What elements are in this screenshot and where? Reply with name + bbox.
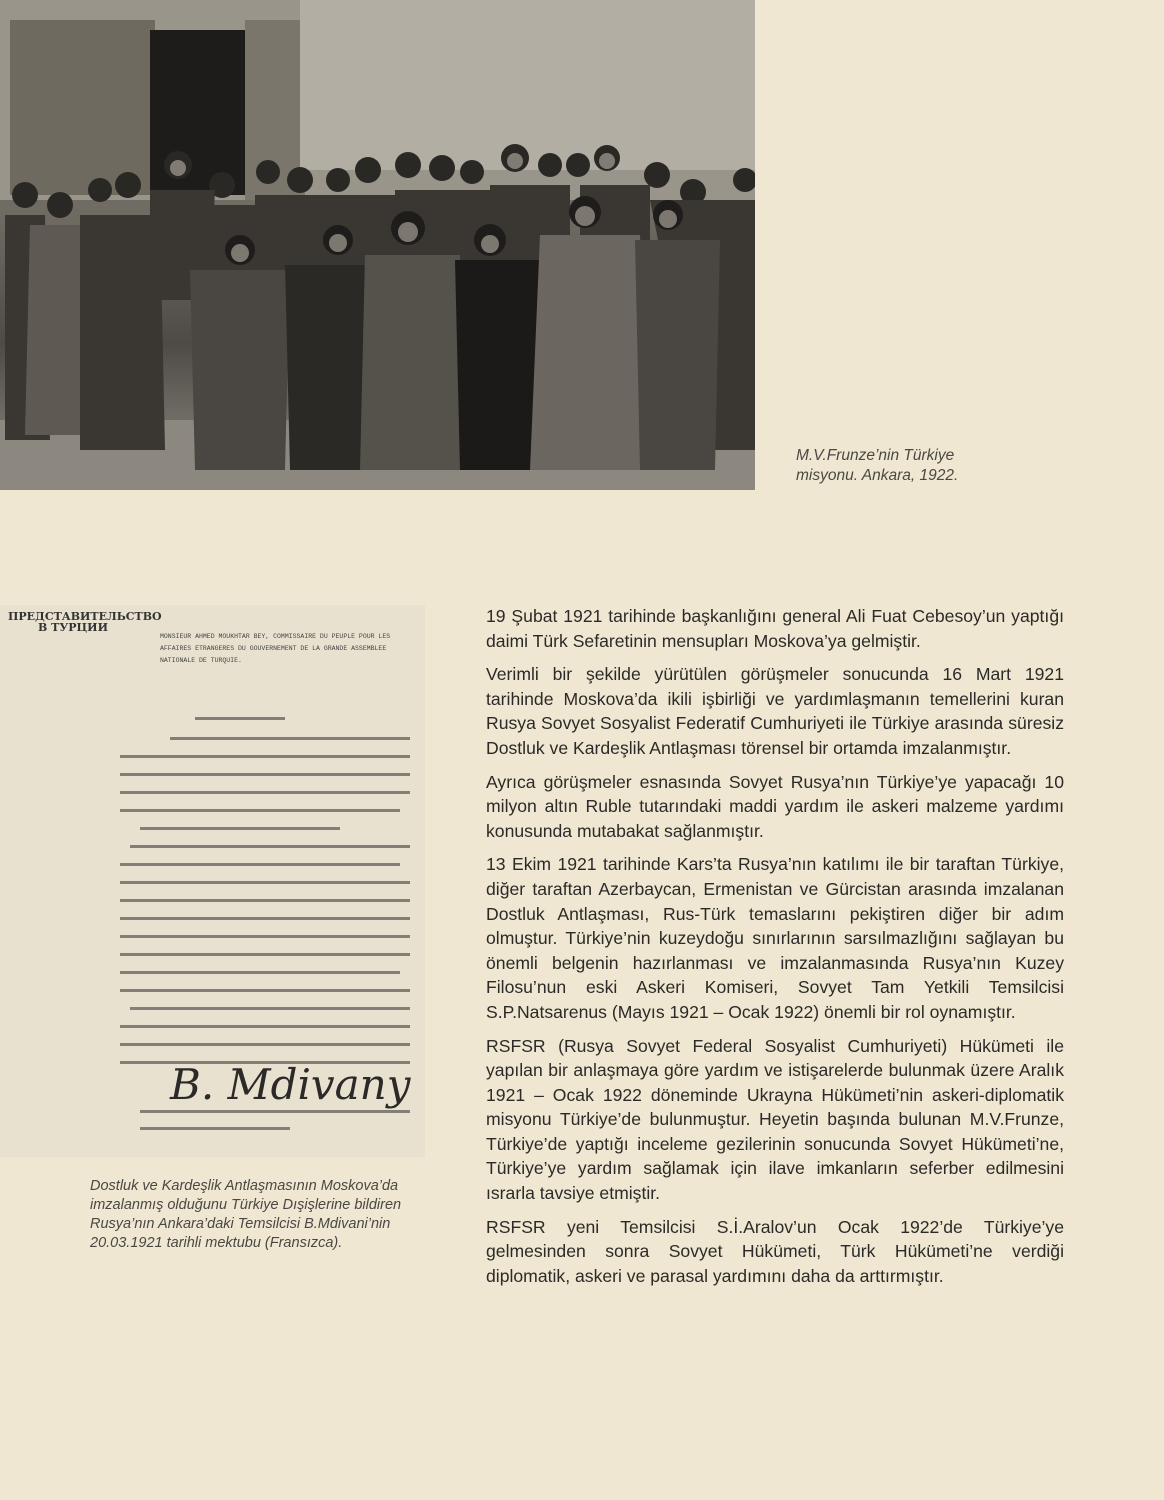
paragraph: Verimli bir şekilde yürütülen görüşmeler sonucunda 16 Mart 1921 tarihinde Moskova’da ikili işbirliği ve yardımlaşmanın temellerini kuran Rusya Sovyet Sosyalist Federatif Cumhuriyeti ile Türkiye arasında süresiz Dostluk ve Kardeşlik Antlaşması törensel bir ortamda imzalanmıştır. [486, 664, 1064, 758]
paragraph: Ayrıca görüşmeler esnasında Sovyet Rusya’nın Türkiye’ye yapacağı 10 milyon altın Ruble tutarındaki maddi yardım ile askeri malzeme yardımı konusunda mutabakat sağlanmıştır. [486, 771, 1064, 841]
letter-signature: B. Mdivany [170, 1060, 411, 1109]
letter-addressee: MONSIEUR AHMED MOUKHTAR BEY, COMMISSAIRE DU PEUPLE POUR LES AFFAIRES ETRANGERES DU GOUVERNEMENT DE LA GRANDE ASSEMBLEE NATIONALE DE TURQUIE. [160, 633, 391, 664]
group-photo-graphic [0, 0, 755, 490]
letter-letterhead [8, 610, 162, 634]
page-edge-mark [680, 0, 730, 8]
paragraph: 19 Şubat 1921 tarihinde başkanlığını general Ali Fuat Cebesoy’un yaptığı daimi Türk Sefaretinin mensupları Moskova’ya gelmiştir. [486, 606, 1064, 651]
letter-facsimile [0, 605, 425, 1157]
photo-caption: M.V.Frunze’nin Türkiye misyonu. Ankara, 1922. [796, 447, 959, 484]
letterhead-line-2: В ТУРЦИИ [38, 621, 108, 634]
letterhead-line-1: ПРЕДСТАВИТЕЛЬСТВО [8, 610, 162, 623]
paragraph: RSFSR (Rusya Sovyet Federal Sosyalist Cumhuriyeti) Hükümeti ile yapılan bir anlaşmaya göre yardım ve istişarelerde bulunmak üzere Aralık 1921 – Ocak 1922 döneminde Ukrayna Hükümeti’nin askeri-diplomatik misyonu Türkiye’de bulunmuştur. Heyetin başında bulunan M.V.Frunze, Türkiye’de yaptığı inceleme gezilerinin sonucunda Sovyet Hükümeti’ne, Türkiye’ye yardım sağlamak için ilave imkanların seferber edilmesini ısrarla tavsiye etmiştir. [486, 1035, 1064, 1204]
paragraph: 13 Ekim 1921 tarihinde Kars’ta Rusya’nın katılımı ile bir taraftan Türkiye, diğer taraftan Azerbaycan, Ermenistan ve Gürcistan arasında imzalanan Dostluk Antlaşması, Rus-Türk temaslarını pekiştiren diğer bir adım olmuştur. Türkiye’nin kuzeydoğu sınırlarının sarsılmazlığını sağlayan bu önemli belgenin hazırlanması ve imzalanmasında Rusya’nın Kuzey Filosu’nun eski Askeri Komiseri, Sovyet Tam Yetkili Temsilcisi S.P.Natsarenus (Mayıs 1921 – Ocak 1922) önemli bir rol oynamıştır. [486, 854, 1064, 1022]
paragraph: RSFSR yeni Temsilcisi S.İ.Aralov’un Ocak 1922’de Türkiye’ye gelmesinden sonra Sovyet Hükümeti, Türk Hükümeti’ne verdiği diplomatik, askeri ve parasal yardımını daha da arttırmıştır. [486, 1216, 1064, 1286]
letter-caption: Dostluk ve Kardeşlik Antlaşmasının Moskova’da imzalanmış olduğunu Türkiye Dışişlerine bildiren Rusya’nın Ankara’daki Temsilcisi B.Mdivani’nin 20.03.1921 tarihli mektubu (Fransızca). [90, 1178, 402, 1251]
group-photo [0, 0, 755, 490]
article-body [486, 604, 1064, 1297]
